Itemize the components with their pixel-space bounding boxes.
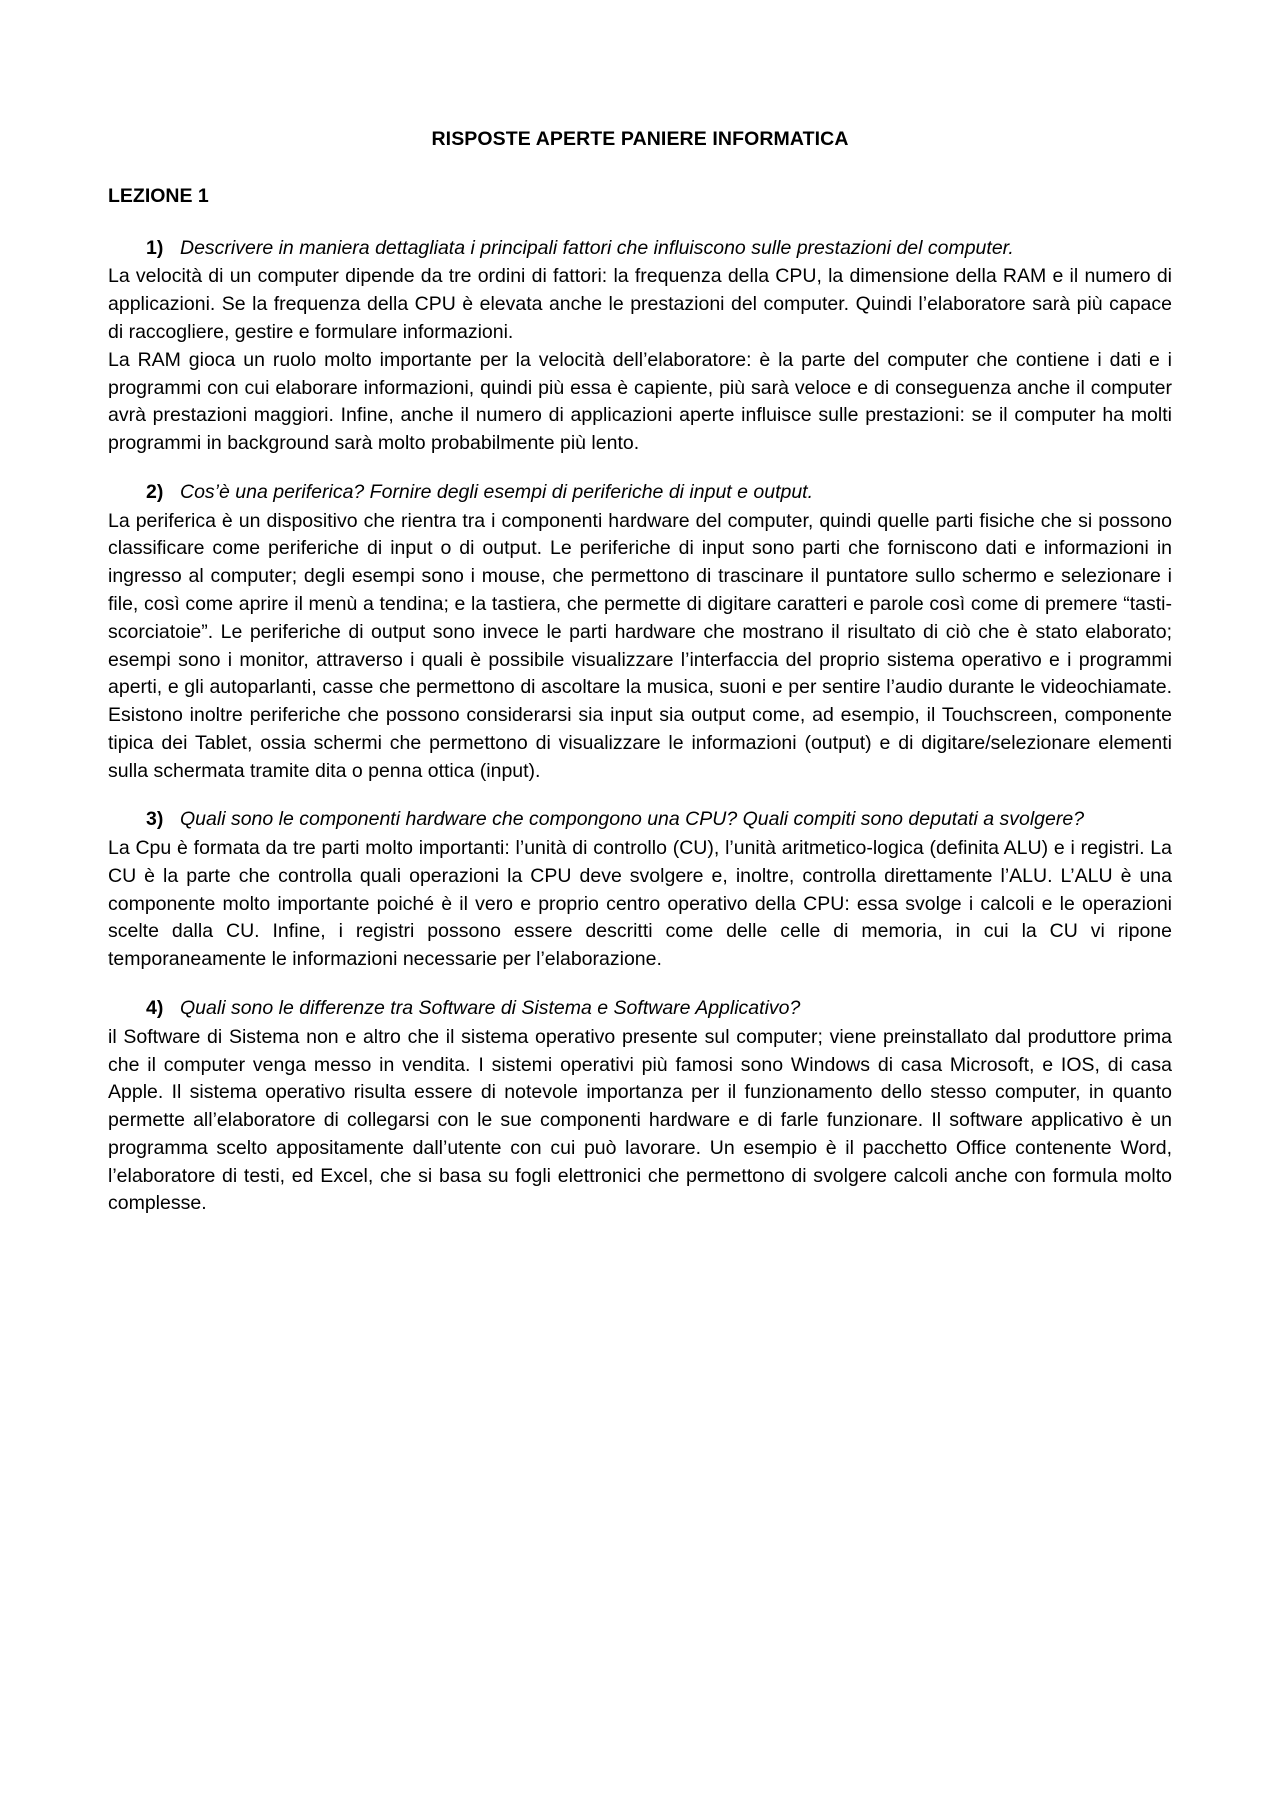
lesson-heading: LEZIONE 1 [108,185,209,208]
question-number-3: 3) [146,808,164,831]
question-text-2: Cos’è una periferica? Fornire degli esempi di periferiche di input e output. [180,480,814,503]
qa-block-2 [108,479,1172,786]
question-number-4: 4) [146,997,164,1020]
qa-block-3 [108,806,1172,974]
question-text-1: Descrivere in maniera dettagliata i principali fattori che influiscono sulle prestazioni del computer. [180,236,1014,259]
question-number-2: 2) [146,480,164,503]
answer-paragraph: il Software di Sistema non e altro che il sistema operativo presente sul computer; viene preinstallato dal produttore prima che il computer venga messo in vendita. I sistemi operativi più famosi sono Windows di casa Microsoft, e IOS, di casa Apple. Il sistema operativo risulta essere di notevole importanza per il funzionamento dello stesso computer, in quanto permette all’elaboratore di collegarsi con le sue componenti hardware e di farle funzionare. Il software applicativo è un programma scelto appositamente dall’utente con cui può lavorare. Un esempio è il pacchetto Office contenente Word, l’elaboratore di testi, ed Excel, che si basa su fogli elettronici che permettono di svolgere calcoli anche con formula molto complesse. [108,1025,1172,1215]
question-text-3: Quali sono le componenti hardware che compongono una CPU? Quali compiti sono deputati a svolgere? [180,808,1085,831]
question-2 [108,479,1172,507]
page-title: RISPOSTE APERTE PANIERE INFORMATICA [431,128,849,150]
question-number-1: 1) [146,236,164,259]
question-1 [108,235,1172,263]
question-3 [108,806,1172,834]
question-text-4: Quali sono le differenze tra Software di Sistema e Software Applicativo? [180,997,801,1020]
answer-2 [108,508,1172,786]
answer-paragraph: La Cpu è formata da tre parti molto importanti: l’unità di controllo (CU), l’unità aritmetico-logica (definita ALU) e i registri. La CU è la parte che controlla quali operazioni la CPU deve svolgere e, inoltre, controlla direttamente l’ALU. L’ALU è una componente molto importante poiché è il vero e proprio centro operativo della CPU: essa svolge i calcoli e le operazioni scelte dalla CU. Infine, i registri possono essere descritti come delle celle di memoria, in cui la CU vi ripone temporaneamente le informazioni necessarie per l’elaborazione. [108,837,1172,971]
answer-3 [108,835,1172,974]
answer-paragraph: La RAM gioca un ruolo molto importante per la velocità dell’elaboratore: è la parte del computer che contiene i dati e i programmi con cui elaborare informazioni, quindi più essa è capiente, più sarà veloce e di conseguenza anche il computer avrà prestazioni maggiori. Infine, anche il numero di applicazioni aperte influisce sulle prestazioni: se il computer ha molti programmi in background sarà molto probabilmente più lento. [108,348,1172,455]
answer-paragraph: La periferica è un dispositivo che rientra tra i componenti hardware del computer, quindi quelle parti fisiche che si possono classificare come periferiche di input o di output. Le periferiche di input sono parti che forniscono dati e informazioni in ingresso al computer; degli esempi sono i mouse, che permettono di trascinare il puntatore sullo schermo e selezionare i file, così come aprire il menù a tendina; e la tastiera, che permette di digitare caratteri e parole così come di premere “tasti-scorciatoie”. Le periferiche di output sono invece le parti hardware che mostrano il risultato di ciò che è stato elaborato; esempi sono i monitor, attraverso i quali è possibile visualizzare l’interfaccia del proprio sistema operativo e i programmi aperti, e gli autoparlanti, casse che permettono di ascoltare la musica, suoni e per sentire l’audio durante le videochiamate. Esistono inoltre periferiche che possono considerarsi sia input sia output come, ad esempio, il Touchscreen, componente tipica dei Tablet, ossia schermi che permettono di visualizzare le informazioni (output) e di digitare/selezionare elementi sulla schermata tramite dita o penna ottica (input). [108,509,1172,782]
answer-4 [108,1024,1172,1218]
qa-block-4 [108,995,1172,1218]
answer-paragraph: La velocità di un computer dipende da tre ordini di fattori: la frequenza della CPU, la dimensione della RAM e il numero di applicazioni. Se la frequenza della CPU è elevata anche le prestazioni del computer. Quindi l’elaboratore sarà più capace di raccogliere, gestire e formulare informazioni. [108,265,1172,344]
question-4 [108,995,1172,1023]
qa-block-1 [108,235,1172,458]
answer-1 [108,263,1172,457]
